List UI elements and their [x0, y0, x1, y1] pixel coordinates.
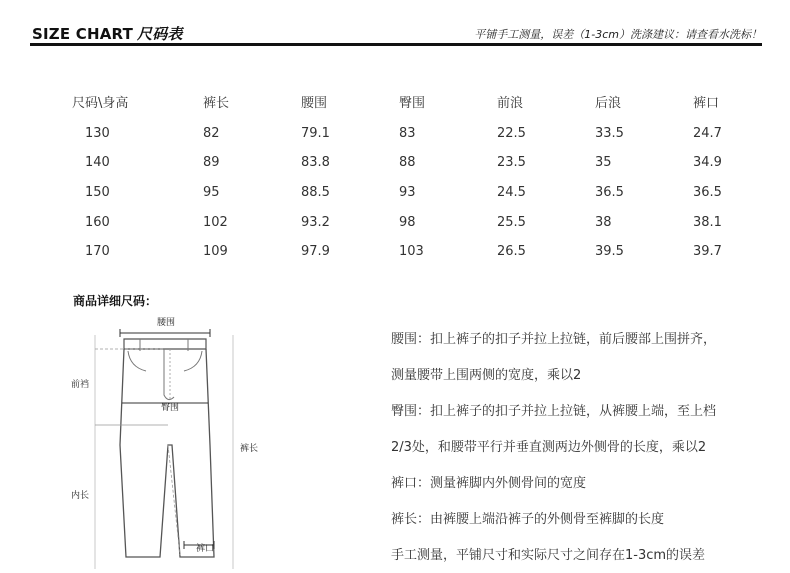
- table-cell: 89: [203, 155, 220, 170]
- table-cell: 97.9: [301, 244, 330, 259]
- title-en: SIZE CHART: [32, 25, 134, 43]
- table-cell: 82: [203, 126, 220, 141]
- table-cell: 150: [85, 185, 110, 200]
- table-cell: 23.5: [497, 155, 526, 170]
- table-header-cell: 前浪: [497, 96, 524, 111]
- description-line: 裤长：由裤腰上端沿裤子的外侧骨至裤脚的长度: [391, 512, 665, 527]
- table-header-cell: 尺码\身高: [72, 96, 129, 111]
- table-cell: 170: [85, 244, 110, 259]
- table-row: [72, 126, 772, 146]
- length-label: 裤长: [240, 444, 259, 454]
- header: [0, 0, 790, 48]
- description-line: 2/3处，和腰带平行并垂直测两边外侧骨的长度，乘以2: [391, 440, 707, 455]
- table-header-cell: 后浪: [595, 96, 622, 111]
- table-cell: 39.7: [693, 244, 722, 259]
- table-row: [72, 155, 772, 175]
- table-header-cell: 腰围: [301, 96, 328, 111]
- table-cell: 93.2: [301, 215, 330, 230]
- table-row: [72, 244, 772, 264]
- table-cell: 24.7: [693, 126, 722, 141]
- table-cell: 109: [203, 244, 228, 259]
- table-cell: 36.5: [595, 185, 624, 200]
- description-line: 手工测量，平铺尺寸和实际尺寸之间存在1-3cm的误差: [391, 548, 706, 563]
- table-cell: 88: [399, 155, 416, 170]
- table-cell: 83.8: [301, 155, 330, 170]
- table-cell: 22.5: [497, 126, 526, 141]
- table-cell: 33.5: [595, 126, 624, 141]
- table-cell: 34.9: [693, 155, 722, 170]
- title-cn: 尺码表: [137, 25, 183, 43]
- table-cell: 88.5: [301, 185, 330, 200]
- table-header-row: [72, 92, 772, 112]
- table-cell: 130: [85, 126, 110, 141]
- hip-label: 臀围: [161, 403, 180, 413]
- table-cell: 93: [399, 185, 416, 200]
- header-rule: [30, 43, 762, 46]
- table-row: [72, 185, 772, 205]
- description-line: 测量腰带上围两侧的宽度，乘以2: [391, 368, 582, 383]
- measurement-note: 平铺手工测量，误差（1-3cm）洗涤建议：请查看水洗标！: [474, 28, 762, 41]
- table-cell: 26.5: [497, 244, 526, 259]
- page-title: [32, 23, 183, 44]
- table-cell: 103: [399, 244, 424, 259]
- table-cell: 98: [399, 215, 416, 230]
- description-line: 裤口：测量裤脚内外侧骨间的宽度: [391, 476, 587, 491]
- table-cell: 38: [595, 215, 612, 230]
- table-cell: 36.5: [693, 185, 722, 200]
- table-row: [72, 215, 772, 235]
- hem-label: 裤口: [196, 544, 215, 554]
- waist-label: 腰围: [157, 318, 176, 328]
- table-cell: 35: [595, 155, 612, 170]
- table-cell: 79.1: [301, 126, 330, 141]
- inseam-label: 内长: [71, 491, 90, 501]
- description-line: 腰围：扣上裤子的扣子并拉上拉链，前后腰部上围拼齐，: [391, 332, 717, 347]
- front-rise-label: 前裆: [71, 380, 90, 390]
- table-cell: 140: [85, 155, 110, 170]
- table-cell: 95: [203, 185, 220, 200]
- table-cell: 25.5: [497, 215, 526, 230]
- description-line: 臀围：扣上裤子的扣子并拉上拉链，从裤腰上端，至上档: [391, 404, 717, 419]
- table-cell: 39.5: [595, 244, 624, 259]
- detail-size-title: 商品详细尺码：: [73, 294, 158, 308]
- table-header-cell: 臀围: [399, 96, 426, 111]
- table-header-cell: 裤口: [693, 96, 720, 111]
- table-cell: 38.1: [693, 215, 722, 230]
- pants-diagram: [60, 305, 280, 569]
- table-header-cell: 裤长: [203, 96, 230, 111]
- table-cell: 83: [399, 126, 416, 141]
- table-cell: 24.5: [497, 185, 526, 200]
- pants-drawing: [60, 305, 280, 569]
- table-cell: 102: [203, 215, 228, 230]
- table-cell: 160: [85, 215, 110, 230]
